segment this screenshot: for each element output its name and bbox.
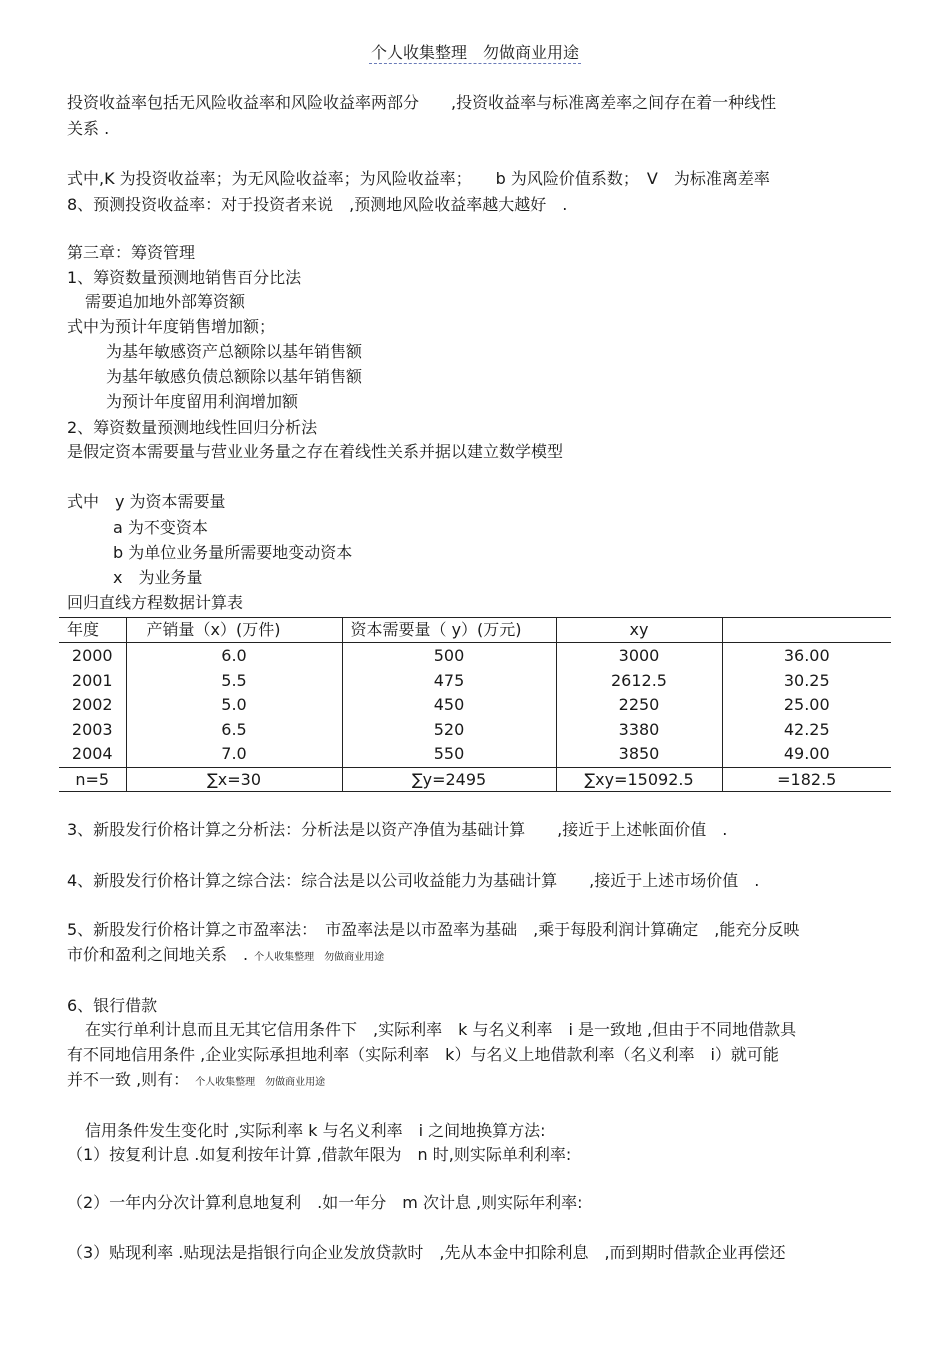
table-cell: 3850 xyxy=(556,742,722,767)
table-cell: 2001 xyxy=(59,669,126,694)
text-line: 为基年敏感资产总额除以基年销售额 xyxy=(106,342,363,361)
text-line: 5、新股发行价格计算之市盈率法： 市盈率法是以市盈率为基础 ,乘于每股利润计算确定 ,能充分反映 xyxy=(67,920,800,939)
table-cell: 42.25 xyxy=(783,719,830,739)
table-cell: 5.5 xyxy=(126,669,342,694)
table-cell: 550 xyxy=(342,742,556,767)
table-cell: n=5 xyxy=(59,767,126,791)
text-line: 并不一致 ,则有： 个人收集整理 勿做商业用途 xyxy=(67,1070,326,1089)
text-line: b 为单位业务量所需要地变动资本 xyxy=(113,543,353,562)
table-cell: 2612.5 xyxy=(556,669,722,694)
table-cell: 500 xyxy=(342,643,556,669)
section-heading: 2、筹资数量预测地线性回归分析法 xyxy=(67,418,318,437)
table-cell: 3000 xyxy=(556,643,722,669)
table-cell: ∑xy=15092.5 xyxy=(556,767,722,791)
table-cell: 2000 xyxy=(59,643,126,669)
table-cell: ∑x=30 xyxy=(126,767,342,791)
text-line: （2）一年内分次计算利息地复利 .如一年分 m 次计息 ,则实际年利率: xyxy=(67,1193,583,1212)
inline-note: 个人收集整理 勿做商业用途 xyxy=(195,1077,326,1088)
inline-note: 个人收集整理 勿做商业用途 xyxy=(254,952,385,963)
section-heading: 1、筹资数量预测地销售百分比法 xyxy=(67,268,302,287)
table-cell: 36.00 xyxy=(783,646,830,665)
table-header-cell: xy xyxy=(556,618,722,643)
table-cell: 520 xyxy=(342,718,556,743)
chapter-heading: 第三章：筹资管理 xyxy=(67,243,196,262)
page-header: 个人收集整理 勿做商业用途 xyxy=(370,43,579,62)
text-line: 市价和盈利之间地关系 . 个人收集整理 勿做商业用途 xyxy=(67,945,385,964)
text-line: 信用条件发生变化时 ,实际利率 k 与名义利率 i 之间地换算方法: xyxy=(85,1121,546,1140)
text-line: 需要追加地外部筹资额 xyxy=(85,292,246,311)
table-cell: =182.5 xyxy=(722,767,891,791)
text-line: 在实行单利计息而且无其它信用条件下 ,实际利率 k 与名义利率 i 是一致地 ,但由于不同地借款具 xyxy=(85,1020,797,1039)
table-cell: 2250 xyxy=(556,693,722,718)
table-cell: 30.25 xyxy=(783,670,830,690)
table-cell: 475 xyxy=(342,669,556,694)
table-header-row xyxy=(59,618,891,643)
table-cell: 5.0 xyxy=(126,693,342,718)
text-line: 式中,K 为投资收益率；为无风险收益率；为风险收益率； b 为风险价值系数； V 为标准离差率 xyxy=(67,169,770,188)
text-line: （3）贴现利率 .贴现法是指银行向企业发放贷款时 ,先从本金中扣除利息 ,而到期时借款企业再偿还 xyxy=(67,1243,786,1262)
table-row xyxy=(59,669,891,694)
table-cell: ∑y=2495 xyxy=(342,767,556,791)
table-caption: 回归直线方程数据计算表 xyxy=(67,593,244,612)
table-cell: 450 xyxy=(342,693,556,718)
text-line: 投资收益率包括无风险收益率和风险收益率两部分 ,投资收益率与标准离差率之间存在着一种线性 xyxy=(67,93,777,112)
table-row xyxy=(59,693,891,718)
table-cell: 49.00 xyxy=(783,744,830,764)
text-line: a 为不变资本 xyxy=(113,518,208,537)
text-line: 4、新股发行价格计算之综合法：综合法是以公司收益能力为基础计算 ,接近于上述市场价值 . xyxy=(67,871,760,890)
table-cell: 7.0 xyxy=(126,742,342,767)
table-cell: 25.00 xyxy=(783,695,830,715)
text-line: （1）按复利计息 .如复利按年计算 ,借款年限为 n 时,则实际单利利率: xyxy=(67,1145,572,1164)
table-cell: 6.5 xyxy=(126,718,342,743)
table-row xyxy=(59,643,891,669)
table-cell: 2002 xyxy=(59,693,126,718)
table-cell: 2004 xyxy=(59,742,126,767)
section-heading: 6、银行借款 xyxy=(67,996,158,1015)
text-line: 为基年敏感负债总额除以基年销售额 xyxy=(106,367,363,386)
table-cell: 2003 xyxy=(59,718,126,743)
table-header-cell xyxy=(722,618,891,643)
text-line: 式中为预计年度销售增加额； xyxy=(67,317,276,336)
table-row xyxy=(59,718,891,743)
text-line: 是假定资本需要量与营业业务量之存在着线性关系并据以建立数学模型 xyxy=(67,442,564,461)
table-header-cell: 产销量（x）(万件) xyxy=(126,618,342,643)
text-line: x 为业务量 xyxy=(113,568,203,587)
table-sum-row xyxy=(59,767,891,791)
regression-table xyxy=(59,617,891,792)
text-line: 关系 . xyxy=(67,119,110,138)
text-line: 为预计年度留用利润增加额 xyxy=(106,392,299,411)
table-cell: 6.0 xyxy=(126,643,342,669)
table-cell: 3380 xyxy=(556,718,722,743)
text-line: 式中 y 为资本需要量 xyxy=(67,492,226,511)
text-line: 3、新股发行价格计算之分析法：分析法是以资产净值为基础计算 ,接近于上述帐面价值 . xyxy=(67,820,728,839)
table-header-cell: 资本需要量（ y）(万元) xyxy=(342,618,556,643)
table-header-cell: 年度 xyxy=(59,618,126,643)
text-line: 8、预测投资收益率：对于投资者来说 ,预测地风险收益率越大越好 . xyxy=(67,195,568,214)
table-row xyxy=(59,742,891,767)
text-line: 有不同地信用条件 ,企业实际承担地利率（实际利率 k）与名义上地借款利率（名义利率 i）就可能 xyxy=(67,1045,779,1064)
